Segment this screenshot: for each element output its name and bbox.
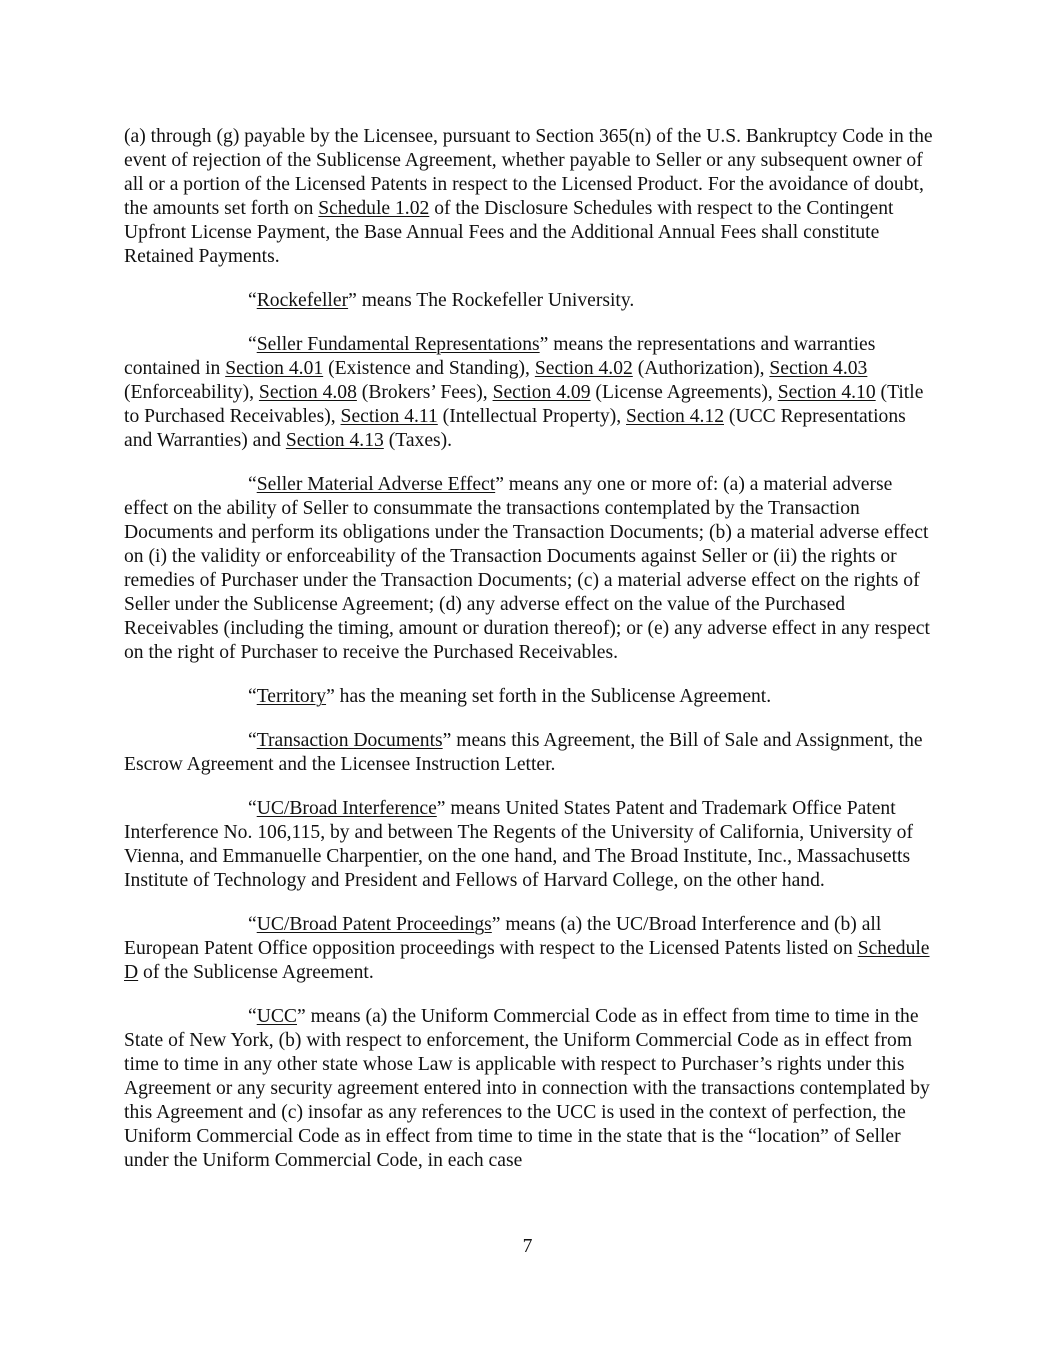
definition-text: (Enforceability), (124, 382, 259, 403)
definition-text: (Title to Purchased Receivables), (124, 382, 924, 427)
defined-term: UC/Broad Patent Proceedings (256, 914, 492, 935)
page-number: 7 (522, 1236, 533, 1257)
schedule-reference: Schedule D (124, 938, 930, 983)
definition-seller-fundamental-representations (124, 333, 936, 453)
definition-text: ” means United States Patent and Trademark Office Patent Interference No. 106,115, by and between The Regents of the University of California, University of Vienna, and Emmanuelle Charpentier, on the one hand, and The Broad Institute, Inc., Massachusetts Institute of Technology and President and Fellows of Harvard College, on the other hand. (124, 798, 913, 891)
definition-text: ” means the representations and warranties contained in (124, 334, 876, 379)
definition-text: (Existence and Standing), (323, 358, 535, 379)
paragraph-text: (a) through (g) payable by the Licensee, pursuant to Section 365(n) of the U.S. Bankruptcy Code in the event of rejection of the Sublicense Agreement, whether payable to Seller or any subsequent owner of all or a portion of the Licensed Patents in respect to the Licensed Product. For the avoidance of doubt, the amounts set forth on (124, 126, 933, 219)
section-reference: Section 4.12 (626, 406, 724, 427)
section-reference: Section 4.08 (258, 382, 357, 403)
open-quote: “ (248, 730, 257, 751)
section-reference: Section 4.01 (225, 358, 324, 379)
defined-term: Rockefeller (256, 290, 349, 311)
definition-text: (License Agreements), (590, 382, 778, 403)
definition-rockefeller (124, 289, 936, 313)
definition-text: ” has the meaning set forth in the Sublicense Agreement. (326, 686, 772, 707)
schedule-reference: Schedule 1.02 (318, 198, 430, 219)
definition-text: ” means this Agreement, the Bill of Sale and Assignment, the Escrow Agreement and the Licensee Instruction Letter. (124, 730, 923, 775)
defined-term: Transaction Documents (256, 730, 443, 751)
definition-text: (Brokers’ Fees), (356, 382, 493, 403)
definition-uc-broad-interference (124, 797, 936, 893)
defined-term: Seller Fundamental Representations (256, 334, 540, 355)
defined-term: Territory (256, 686, 327, 707)
definition-text: ” means any one or more of: (a) a material adverse effect on the ability of Seller to consummate the transactions contemplated by the Transaction Documents and perform its obligations under the Transaction Documents; (b) a material adverse effect on (i) the validity or enforceability of the Transaction Documents against Seller or (ii) the rights or remedies of Purchaser under the Transaction Documents; (c) a material adverse effect on the rights of Seller under the Sublicense Agreement; (d) any adverse effect on the value of the Purchased Receivables (including the timing, amount or duration thereof); or (e) any adverse effect in any respect on the right of Purchaser to receive the Purchased Receivables. (124, 474, 930, 663)
defined-term: Seller Material Adverse Effect (256, 474, 496, 495)
open-quote: “ (248, 334, 257, 355)
open-quote: “ (248, 474, 257, 495)
definition-ucc (124, 1005, 936, 1173)
paragraph-retained-payments-continuation (124, 125, 936, 269)
section-reference: Section 4.10 (777, 382, 876, 403)
open-quote: “ (248, 290, 257, 311)
document-page-body (124, 125, 936, 1193)
definition-text: (Authorization), (632, 358, 770, 379)
open-quote: “ (248, 686, 257, 707)
definition-text: (Taxes). (383, 430, 453, 451)
definition-text: (UCC Representations and Warranties) and (124, 406, 906, 451)
definition-seller-material-adverse-effect (124, 473, 936, 665)
open-quote: “ (248, 914, 257, 935)
definition-territory (124, 685, 936, 709)
definition-text: ” means The Rockefeller University. (348, 290, 635, 311)
section-reference: Section 4.02 (534, 358, 633, 379)
section-reference: Section 4.03 (769, 358, 868, 379)
paragraph-text: of the Disclosure Schedules with respect to the Contingent Upfront License Payment, the Base Annual Fees and the Additional Annual Fees shall constitute Retained Payments. (124, 198, 894, 267)
section-reference: Section 4.11 (340, 406, 438, 427)
definition-text: of the Sublicense Agreement. (138, 962, 374, 983)
definition-text: ” means (a) the Uniform Commercial Code as in effect from time to time in the State of New York, (b) with respect to enforcement, the Uniform Commercial Code as in effect from time to time in any other state whose Law is applicable with respect to Purchaser’s rights under this Agreement or any security agreement entered into in connection with the transactions contemplated by this Agreement and (c) insofar as any references to the UCC is used in the context of perfection, the Uniform Commercial Code as in effect from time to time in the state that is the “location” of Seller under the Uniform Commercial Code, in each case (124, 1006, 930, 1171)
definition-transaction-documents (124, 729, 936, 777)
definition-text: (Intellectual Property), (437, 406, 627, 427)
open-quote: “ (248, 1006, 257, 1027)
definition-text: ” means (a) the UC/Broad Interference and (b) all European Patent Office opposition proceedings with respect to the Licensed Patents listed on (124, 914, 882, 959)
defined-term: UCC (256, 1006, 297, 1027)
section-reference: Section 4.09 (492, 382, 591, 403)
section-reference: Section 4.13 (285, 430, 384, 451)
definition-uc-broad-patent-proceedings (124, 913, 936, 985)
open-quote: “ (248, 798, 257, 819)
defined-term: UC/Broad Interference (256, 798, 437, 819)
